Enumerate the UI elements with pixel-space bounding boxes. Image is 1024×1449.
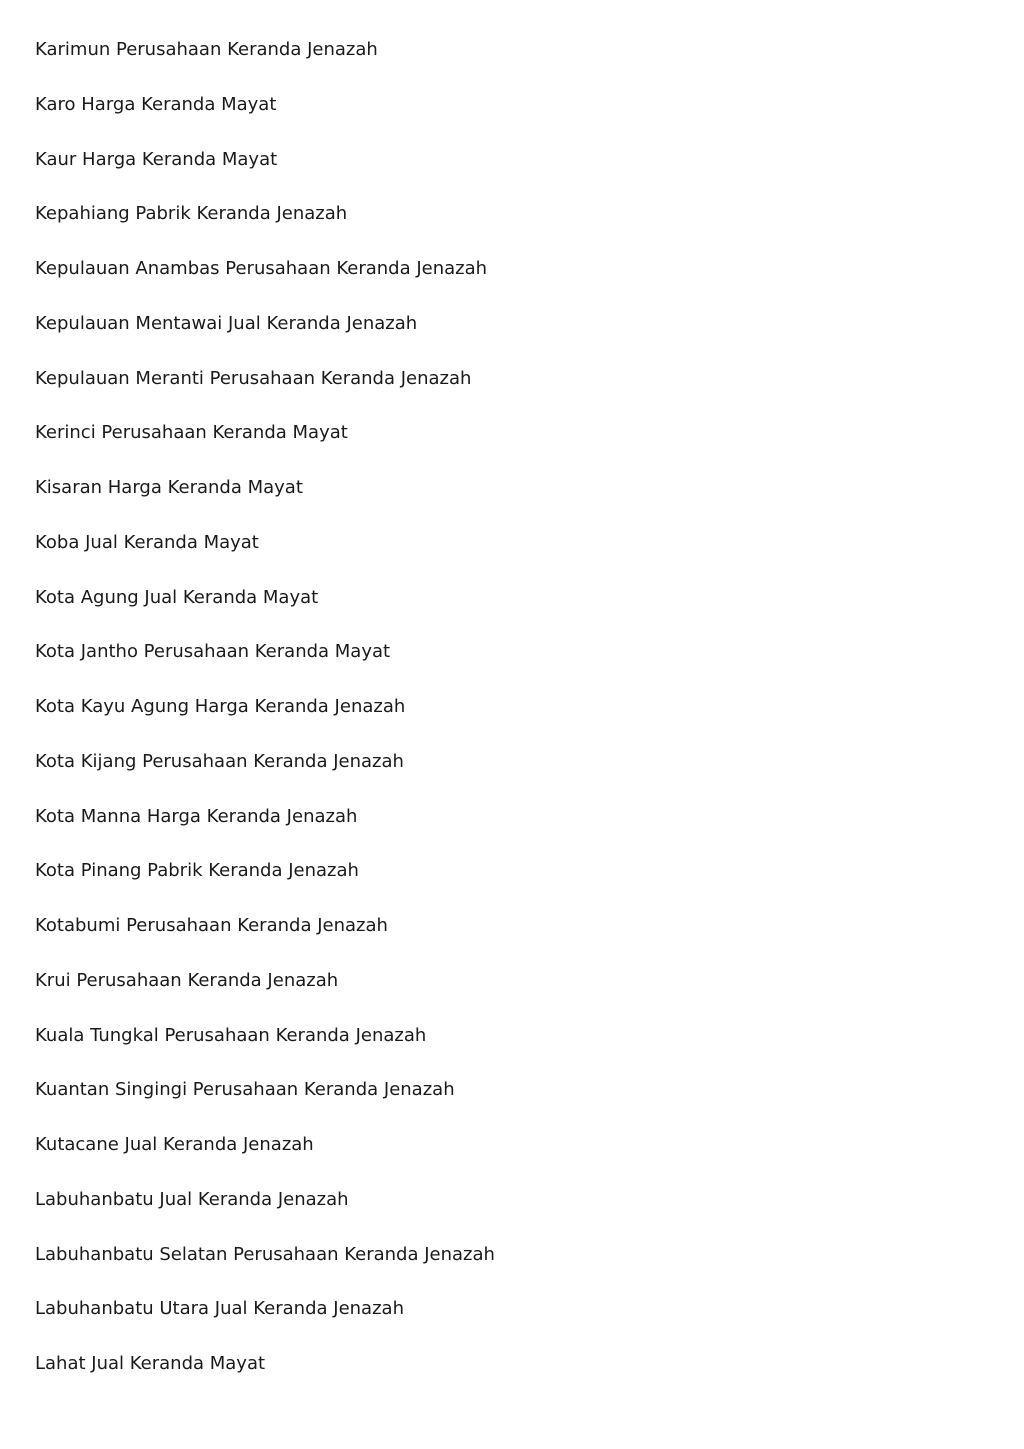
list-item [35,36,1024,91]
list-item-link[interactable]: Kepulauan Meranti Perusahaan Keranda Jenazah [35,367,472,389]
list-item [35,529,1024,584]
list-item [35,1022,1024,1077]
list-item-link[interactable]: Karimun Perusahaan Keranda Jenazah [35,39,378,60]
list-item-link[interactable]: Kota Kijang Perusahaan Keranda Jenazah [35,750,404,772]
list-item [35,474,1024,529]
list-item-link[interactable]: Kutacane Jual Keranda Jenazah [35,1134,314,1155]
list-item-link[interactable]: Kota Pinang Pabrik Keranda Jenazah [35,860,359,882]
list-item [35,365,1024,420]
list-item-link[interactable]: Kotabumi Perusahaan Keranda Jenazah [35,915,388,936]
list-item-link[interactable]: Kepulauan Anambas Perusahaan Keranda Jenazah [35,258,488,279]
link-list [35,36,1024,1405]
list-item-link[interactable]: Kota Agung Jual Keranda Mayat [35,586,319,608]
list-item [35,912,1024,967]
list-item-link[interactable]: Kepulauan Mentawai Jual Keranda Jenazah [35,312,418,334]
list-item [35,1241,1024,1296]
list-item [35,1186,1024,1241]
list-item [35,1350,1024,1405]
list-item-link[interactable]: Kota Kayu Agung Harga Keranda Jenazah [35,696,406,717]
list-item [35,1295,1024,1350]
list-item [35,419,1024,474]
list-item-link[interactable]: Kota Manna Harga Keranda Jenazah [35,805,358,827]
list-item-link[interactable]: Kepahiang Pabrik Keranda Jenazah [35,203,348,225]
list-item [35,693,1024,748]
list-item [35,584,1024,639]
list-item-link[interactable]: Kerinci Perusahaan Keranda Mayat [35,422,348,444]
list-item-link[interactable]: Krui Perusahaan Keranda Jenazah [35,969,339,991]
list-item [35,91,1024,146]
list-item-link[interactable]: Kuala Tungkal Perusahaan Keranda Jenazah [35,1024,427,1046]
list-item-link[interactable]: Kuantan Singingi Perusahaan Keranda Jenazah [35,1079,455,1101]
list-item-link[interactable]: Labuhanbatu Selatan Perusahaan Keranda Jenazah [35,1243,495,1265]
list-item [35,638,1024,693]
list-item [35,146,1024,201]
list-item-link[interactable]: Lahat Jual Keranda Mayat [35,1353,266,1374]
list-item [35,748,1024,803]
list-item-link[interactable]: Kaur Harga Keranda Mayat [35,148,278,170]
list-item [35,857,1024,912]
list-item-link[interactable]: Koba Jual Keranda Mayat [35,531,259,553]
list-item [35,310,1024,365]
list-item-link[interactable]: Labuhanbatu Jual Keranda Jenazah [35,1188,349,1210]
list-item [35,255,1024,310]
list-item-link[interactable]: Labuhanbatu Utara Jual Keranda Jenazah [35,1298,404,1320]
list-item-link[interactable]: Kisaran Harga Keranda Mayat [35,477,303,498]
list-item-link[interactable]: Karo Harga Keranda Mayat [35,93,277,115]
list-item [35,200,1024,255]
list-item [35,803,1024,858]
list-item [35,1076,1024,1131]
list-item-link[interactable]: Kota Jantho Perusahaan Keranda Mayat [35,641,391,663]
list-item [35,967,1024,1022]
list-item [35,1131,1024,1186]
